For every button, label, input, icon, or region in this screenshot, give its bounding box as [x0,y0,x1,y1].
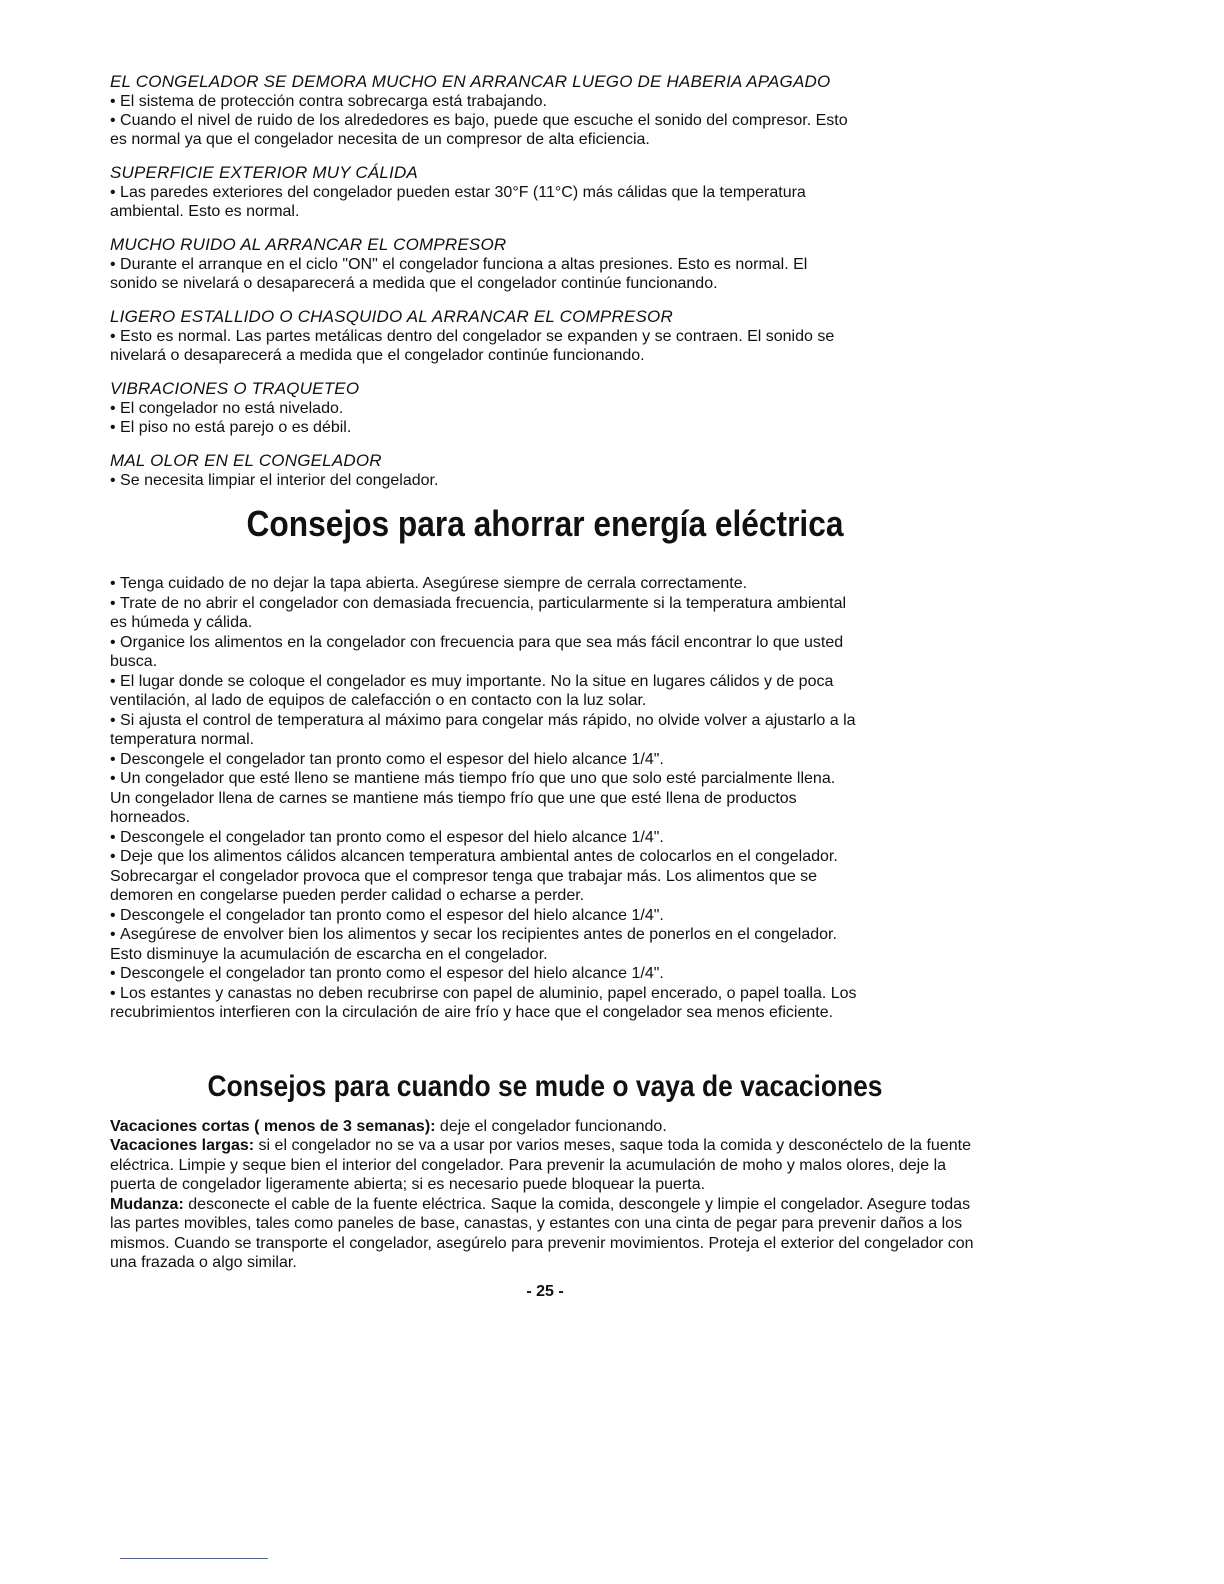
short-vacation-paragraph [110,1117,980,1137]
energy-tip-line: Esto disminuye la acumulación de escarcha en el congelador. [110,945,548,963]
trouble-line: • Se necesita limpiar el interior del congelador. [110,471,980,490]
trouble-heading: LIGERO ESTALLIDO O CHASQUIDO AL ARRANCAR EL COMPRESOR [110,307,673,326]
trouble-section [110,72,980,149]
short-vacation-label: Vacaciones cortas ( menos de 3 semanas): [110,1117,436,1135]
trouble-line: • Durante el arranque en el ciclo "ON" el congelador funciona a altas presiones. Esto es normal. El [110,255,980,274]
trouble-line: • Cuando el nivel de ruido de los alrededores es bajo, puede que escuche el sonido del compresor. Esto [110,111,980,130]
trouble-section [110,451,980,490]
trouble-line: • Las paredes exteriores del congelador pueden estar 30°F (11°C) más cálidas que la temperatura [110,183,980,202]
energy-tip-line: • El lugar donde se coloque el congelador es muy importante. No la situe en lugares cálidos y de poca [110,672,980,692]
energy-tip-line: • Descongele el congelador tan pronto como el espesor del hielo alcance 1/4". [110,906,980,926]
trouble-heading: EL CONGELADOR SE DEMORA MUCHO EN ARRANCAR LUEGO DE HABERIA APAGADO [110,72,831,91]
trouble-line: • El sistema de protección contra sobrecarga está trabajando. [110,92,980,111]
trouble-section [110,235,980,293]
energy-tip-line: busca. [110,653,158,670]
energy-tip-line: Un congelador llena de carnes se mantiene más tiempo frío que une que esté llena de productos [110,789,797,807]
energy-tip-line: • Descongele el congelador tan pronto como el espesor del hielo alcance 1/4". [110,750,980,770]
energy-tips-list [110,574,980,1023]
energy-tip-line: • Asegúrese de envolver bien los alimentos y secar los recipientes antes de ponerlos en el congelador. [110,925,980,945]
moving-text: desconecte el cable de la fuente eléctrica. Saque la comida, descongele y limpie el congelador. Asegure todas las partes movibles, tales como paneles de base, canastas, y estantes con una cinta de pegar para prevenir daños a los mismos. Cuando se transporte el congelador, asegúrelo para prevenir movimientos. Proteja el exterior del congelador con una frazada o algo similar. [110,1195,974,1271]
energy-tip-line: es húmeda y cálida. [110,614,253,631]
trouble-heading: MAL OLOR EN EL CONGELADOR [110,451,382,470]
energy-tip-line: Sobrecargar el congelador provoca que el compresor tenga que trabajar más. Los alimentos que se [110,867,818,885]
energy-tip-line: temperatura normal. [110,731,255,748]
page-content [110,72,980,1301]
trouble-heading: SUPERFICIE EXTERIOR MUY CÁLIDA [110,163,418,182]
vacation-section-title: Consejos para cuando se mude o vaya de vacaciones [207,1069,883,1103]
page-number: - 25 - [526,1282,564,1300]
trouble-section [110,379,980,437]
long-vacation-label: Vacaciones largas: [110,1137,255,1154]
energy-tip-line: demoren en congelarse pueden perder calidad o echarse a perder. [110,887,585,904]
footer-divider [120,1558,268,1559]
vacation-tips [110,1117,980,1273]
moving-label: Mudanza: [110,1195,184,1213]
long-vacation-text: si el congelador no se va a usar por varios meses, saque toda la comida y desconéctelo de la fuente eléctrica. Limpie y seque bien el interior del congelador. Para prevenir la acumulación de moho y malos olores, deje la puerta de congelador ligeramente abierta; si es necesario puede bloquear la puerta. [110,1137,971,1193]
energy-tip-line: • Tenga cuidado de no dejar la tapa abierta. Asegúrese siempre de cerrala correctamente. [110,574,980,594]
trouble-section [110,163,980,221]
moving-paragraph [110,1195,980,1273]
trouble-line: sonido se nivelará o desaparecerá a medida que el congelador continúe funcionando. [110,275,718,292]
long-vacation-paragraph [110,1136,980,1195]
energy-tip-line: recubrimientos interfieren con la circulación de aire frío y hace que el congelador sea menos eficiente. [110,1004,834,1021]
trouble-line: • Esto es normal. Las partes metálicas dentro del congelador se expanden y se contraen. El sonido se [110,327,980,346]
trouble-line: ambiental. Esto es normal. [110,203,300,220]
energy-tip-line: • Los estantes y canastas no deben recubrirse con papel de aluminio, papel encerado, o papel toalla. Los [110,984,980,1004]
trouble-heading: MUCHO RUIDO AL ARRANCAR EL COMPRESOR [110,235,507,254]
energy-tip-line: • Trate de no abrir el congelador con demasiada frecuencia, particularmente si la temperatura ambiental [110,594,980,614]
energy-tip-line: • Organice los alimentos en la congelador con frecuencia para que sea más fácil encontrar lo que usted [110,633,980,653]
energy-tip-line: • Un congelador que esté lleno se mantiene más tiempo frío que uno que solo esté parcialmente llena. [110,769,980,789]
energy-tip-line: horneados. [110,809,191,826]
energy-tip-line: • Si ajusta el control de temperatura al máximo para congelar más rápido, no olvide volver a ajustarlo a la [110,711,980,731]
trouble-line: es normal ya que el congelador necesita de un compresor de alta eficiencia. [110,131,650,148]
energy-tip-line: ventilación, al lado de equipos de calefacción o en contacto con la luz solar. [110,692,647,709]
energy-section-title: Consejos para ahorrar energía eléctrica [246,503,844,544]
energy-tip-line: • Descongele el congelador tan pronto como el espesor del hielo alcance 1/4". [110,828,980,848]
energy-tip-line: • Deje que los alimentos cálidos alcancen temperatura ambiental antes de colocarlos en el congelador. [110,847,980,867]
trouble-heading: VIBRACIONES O TRAQUETEO [110,379,360,398]
trouble-line: • El congelador no está nivelado. [110,399,980,418]
trouble-line: • El piso no está parejo o es débil. [110,418,980,437]
short-vacation-text: deje el congelador funcionando. [435,1117,667,1135]
troubleshooting-list [110,72,980,490]
trouble-section [110,307,980,365]
energy-tip-line: • Descongele el congelador tan pronto como el espesor del hielo alcance 1/4". [110,964,980,984]
trouble-line: nivelará o desaparecerá a medida que el congelador continúe funcionando. [110,347,645,364]
